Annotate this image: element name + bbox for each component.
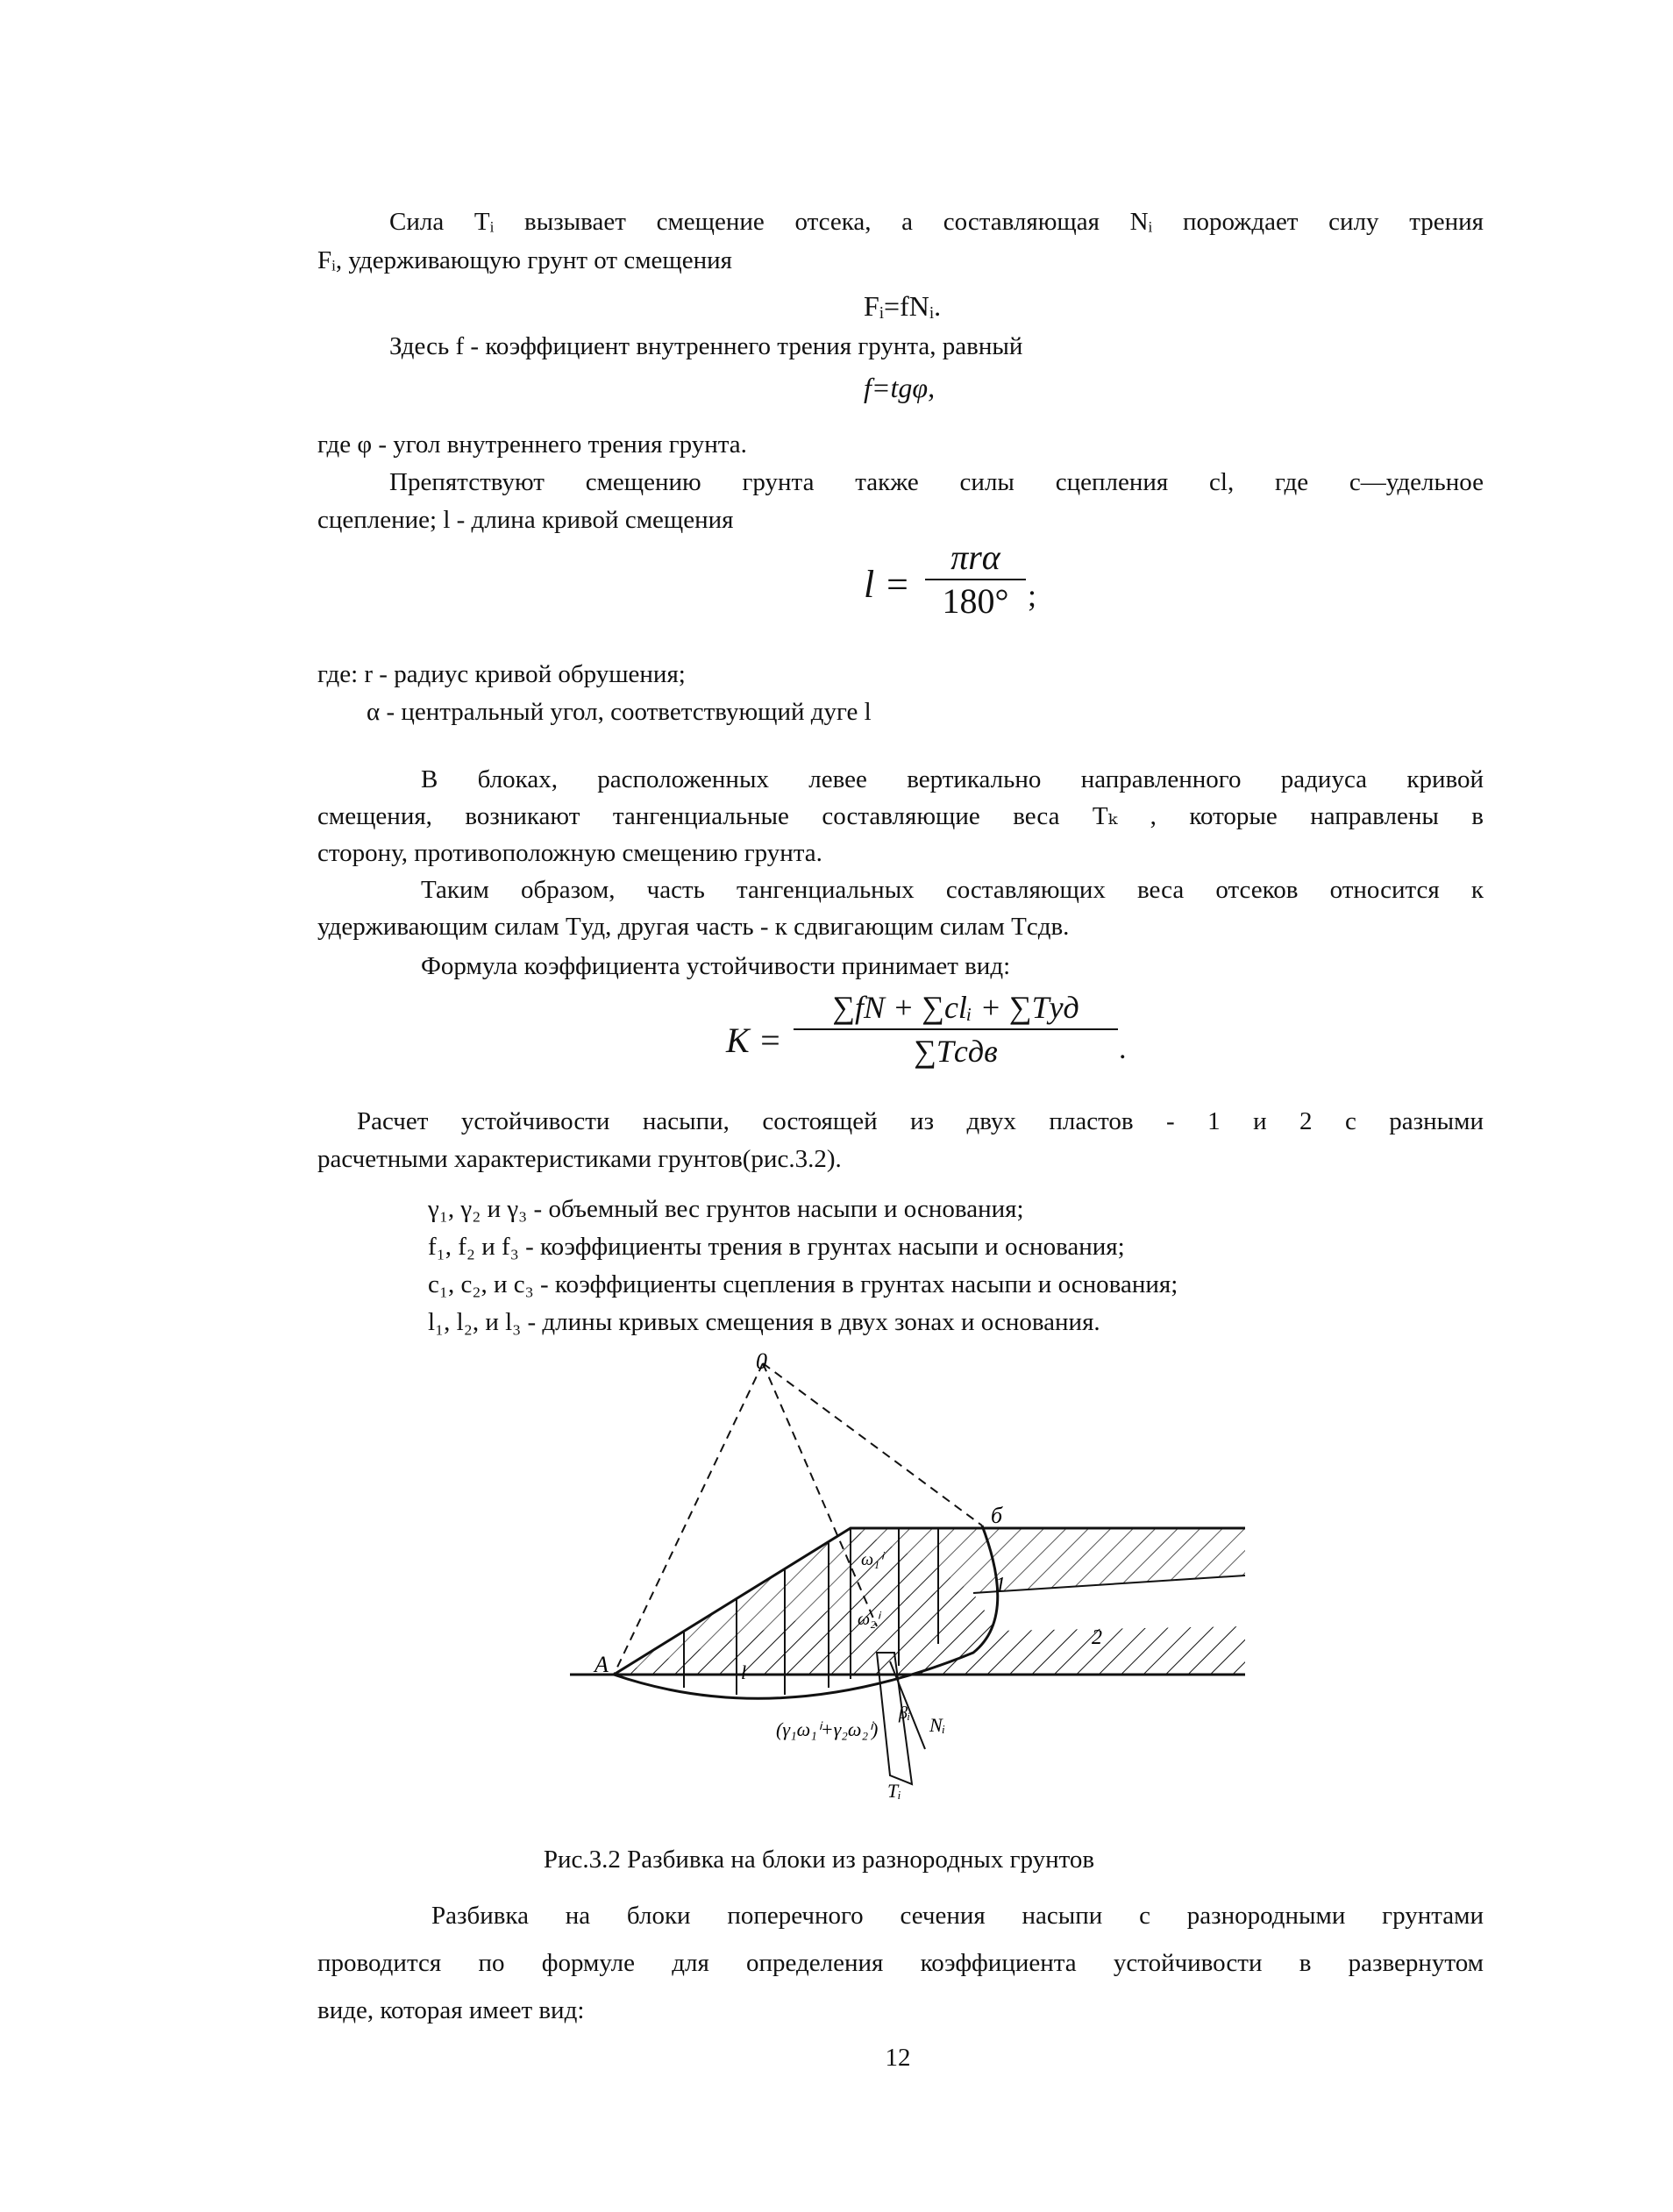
paragraph-block-division-3: виде, которая имеет вид: [317,1996,585,2024]
paragraph-embankment: Расчет устойчивости насыпи, состоящей из двух пластов - 1 и 2 с разными [357,1107,1484,1135]
paragraph-formula-intro: Формула коэффициента устойчивости принимает вид: [421,952,1011,980]
label-omega-1: ω₁ⁱ [861,1550,883,1569]
page-number: 12 [885,2044,911,2072]
paragraph-central-angle: α - центральный угол, соответствующий дуге l [367,698,872,726]
label-layer-1: 1 [995,1574,1006,1597]
label-weight: (γ₁ω₁ⁱ+γ₂ω₂ⁱ) [776,1718,879,1740]
label-a: A [594,1652,609,1677]
paragraph-embankment-2: расчетными характеристиками грунтов(рис.3.2). [317,1145,842,1173]
figure-caption: Рис.3.2 Разбивка на блоки из разнородных грунтов [543,1846,1095,1874]
figure-block-diagram [561,1348,1245,1802]
paragraph-shear-force-cont: Fᵢ, удерживающую грунт от смещения [317,246,732,274]
paragraph-friction-coef: Здесь f - коэффициент внутреннего трения грунта, равный [389,332,1023,360]
equation-friction: Fᵢ=fNᵢ. [864,290,942,322]
equation-tg: f=tgφ, [864,372,936,403]
paragraph-block-division-2: проводится по формуле для определения коэффициента устойчивости в развернутом [317,1949,1484,1977]
list-item: γ₁, γ₂ и γ₃ - объемный вес грунтов насыпи и основания; [428,1195,1024,1223]
list-item: f₁, f₂ и f₃ - коэффициенты трения в грунтах насыпи и основания; [428,1233,1125,1261]
paragraph-cohesion-cont: сцепление; l - длина кривой смещения [317,506,734,534]
paragraph-components-2: удерживающим силам Tуд, другая часть - к сдвигающим силам Tсдв. [317,913,1070,941]
label-l: l [741,1661,747,1683]
paragraph-blocks-2: смещения, возникают тангенциальные составляющие веса Tₖ , которые направлены в [317,802,1484,830]
paragraph-radius: где: r - радиус кривой обрушения; [317,660,686,688]
label-n: Nᵢ [929,1714,946,1736]
paragraph-block-division: Разбивка на блоки поперечного сечения насыпи с разнородными грунтами [431,1902,1484,1930]
paragraph-components: Таким образом, часть тангенциальных составляющих веса отсеков относится к [421,876,1484,904]
label-beta: βᵢ [899,1703,911,1723]
paragraph-angle: где φ - угол внутреннего трения грунта. [317,430,747,459]
paragraph-blocks-3: сторону, противоположную смещению грунта. [317,839,822,867]
label-layer-2: 2 [1092,1626,1102,1649]
label-t: Tᵢ [887,1780,901,1802]
paragraph-shear-force: Сила Tᵢ вызывает смещение отсека, а составляющая Nᵢ порождает силу трения [389,208,1484,236]
list-item: c₁, c₂, и c₃ - коэффициенты сцепления в грунтах насыпи и основания; [428,1270,1178,1298]
label-b: б [991,1503,1003,1528]
label-omega-2: ω₂ⁱ [858,1610,879,1629]
list-item: l₁, l₂, и l₃ - длины кривых смещения в двух зонах и основания. [428,1308,1100,1336]
label-o: 0 [756,1348,767,1374]
paragraph-blocks: В блоках, расположенных левее вертикально направленного радиуса кривой [421,765,1484,793]
paragraph-cohesion: Препятствуют смещению грунта также силы сцепления cl, где c—удельное [389,468,1484,496]
